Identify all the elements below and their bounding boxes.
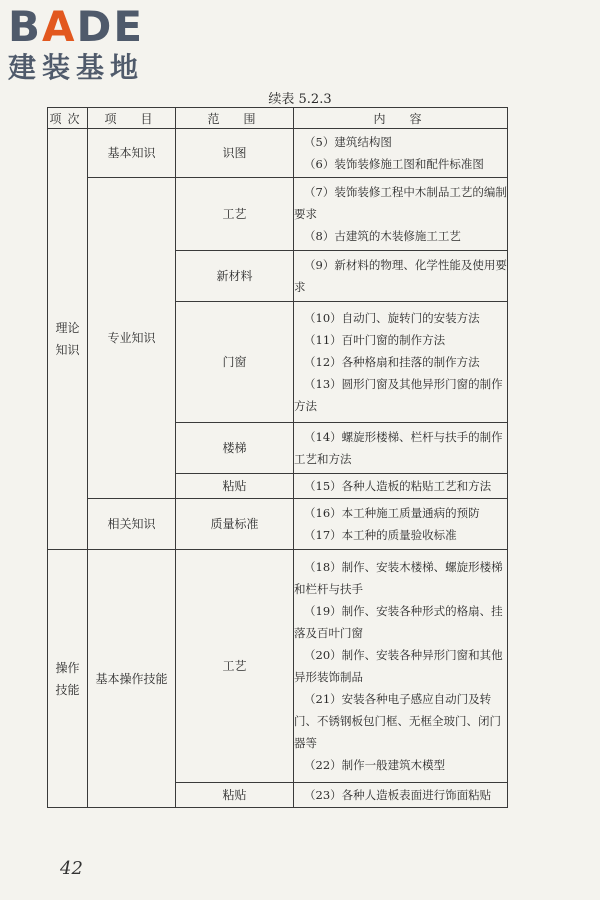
- content-cell: （7）装饰装修工程中木制品工艺的编制要求 （8）古建筑的木装修施工工艺: [294, 178, 508, 251]
- item-basic-knowledge: 基本知识: [88, 129, 176, 178]
- item-basic-skills: 基本操作技能: [88, 550, 176, 808]
- header-row: [48, 108, 508, 129]
- logo-subtitle: 建装基地: [8, 51, 145, 84]
- logo-wordmark: BADE: [8, 2, 145, 51]
- brand-logo: [8, 4, 178, 84]
- header-scope: 范 围: [176, 108, 294, 129]
- item-professional-knowledge: 专业知识: [88, 178, 176, 499]
- header-index: 项次: [48, 108, 88, 129]
- category-skills: 操作 技能: [48, 550, 88, 808]
- table-row: [48, 499, 508, 550]
- content-cell: （5）建筑结构图 （6）装饰装修施工图和配件标准图: [294, 129, 508, 178]
- content-cell: （18）制作、安装木楼梯、螺旋形楼梯和栏杆与扶手 （19）制作、安装各种形式的格扇、挂落及百叶门窗 （20）制作、安装各种异形门窗和其他异形装饰制品 （21）安装各种电子感应自动门及转门、不锈钢板包门框、无框全玻门、闭门器等 （22）制作一般建筑木模型: [294, 550, 508, 783]
- content-cell: （16）本工种施工质量通病的预防 （17）本工种的质量验收标准: [294, 499, 508, 550]
- scope-doors-windows: 门窗: [176, 302, 294, 423]
- page-number: 42: [60, 858, 83, 879]
- content-cell: （9）新材料的物理、化学性能及使用要求: [294, 251, 508, 302]
- scope-stairs: 楼梯: [176, 423, 294, 474]
- content-cell: （14）螺旋形楼梯、栏杆与扶手的制作工艺和方法: [294, 423, 508, 474]
- scope-skill-craft: 工艺: [176, 550, 294, 783]
- content-cell: （15）各种人造板的粘贴工艺和方法: [294, 474, 508, 499]
- table-caption: 续表 5.2.3: [268, 92, 332, 107]
- scope-new-materials: 新材料: [176, 251, 294, 302]
- content-cell: （10）自动门、旋转门的安装方法 （11）百叶门窗的制作方法 （12）各种格扇和挂落的制作方法 （13）圆形门窗及其他异形门窗的制作方法: [294, 302, 508, 423]
- header-content: 内 容: [294, 108, 508, 129]
- scope-drawing: 识图: [176, 129, 294, 178]
- scope-quality-standard: 质量标准: [176, 499, 294, 550]
- table-row: [48, 178, 508, 251]
- scope-craft: 工艺: [176, 178, 294, 251]
- table-row: [48, 129, 508, 178]
- table-row: [48, 550, 508, 783]
- scope-paste: 粘贴: [176, 474, 294, 499]
- scope-skill-paste: 粘贴: [176, 783, 294, 808]
- header-item: 项 目: [88, 108, 176, 129]
- content-cell: （23）各种人造板表面进行饰面粘贴: [294, 783, 508, 808]
- category-theory: 理论 知识: [48, 129, 88, 550]
- training-content-table: [47, 107, 508, 808]
- item-related-knowledge: 相关知识: [88, 499, 176, 550]
